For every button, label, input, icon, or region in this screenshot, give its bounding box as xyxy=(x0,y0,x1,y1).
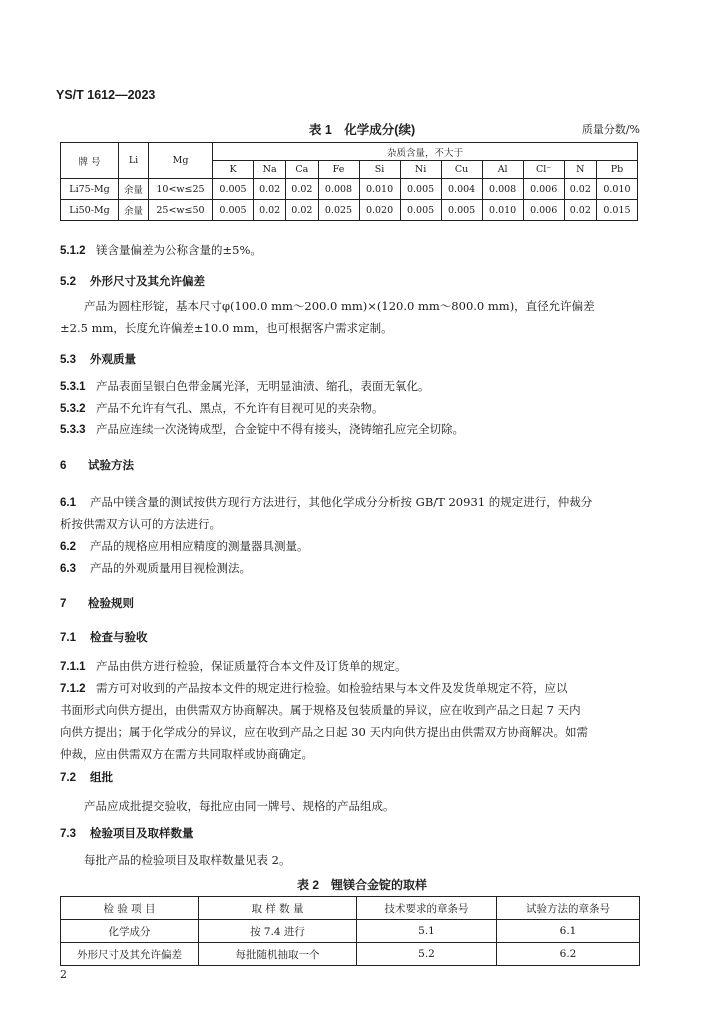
cell: 6.2 xyxy=(497,943,640,966)
header-brand: 牌 号 xyxy=(61,143,119,179)
cell-value: 0.008 xyxy=(318,179,359,200)
clause-number: 5.3.2 xyxy=(60,403,86,415)
clause-text: 产品表面呈银白色带金属光泽，无明显油渍、缩孔，表面无氧化。 xyxy=(96,379,430,393)
table-row xyxy=(61,200,638,221)
cell-value: 0.015 xyxy=(596,200,637,221)
cell-value: 0.008 xyxy=(482,179,523,200)
clause-text: 产品不允许有气孔、黑点，不允许有目视可见的夹杂物。 xyxy=(96,401,384,415)
table1-unit: 质量分数/% xyxy=(581,123,640,136)
cell: 按 7.4 进行 xyxy=(199,920,357,943)
section-7-heading xyxy=(60,594,134,614)
section-number: 7.2 xyxy=(60,772,76,784)
cell-value: 0.005 xyxy=(400,200,441,221)
header-li: Li xyxy=(119,143,149,179)
clause-text: 产品的规格应用相应精度的测量器具测量。 xyxy=(90,539,309,553)
clause-number: 5.3.3 xyxy=(60,424,86,436)
cell-brand: Li50-Mg xyxy=(61,200,119,221)
cell-li: 余量 xyxy=(119,200,149,221)
cell-value: 0.006 xyxy=(523,179,564,200)
document-code: YS/T 1612—2023 xyxy=(56,88,156,102)
cell-value: 0.02 xyxy=(564,200,596,221)
paragraph: 析按供需双方认可的方法进行。 xyxy=(60,517,221,531)
impurity-col: Ni xyxy=(400,161,441,179)
clause-number: 7.1.1 xyxy=(60,661,86,673)
cell: 6.1 xyxy=(497,920,640,943)
table2-title: 表 2 锂镁合金锭的取样 xyxy=(296,878,427,892)
cell-value: 0.010 xyxy=(482,200,523,221)
cell-mg: 25<w≤50 xyxy=(149,200,213,221)
section-title: 外观质量 xyxy=(90,354,136,366)
clause-text: 需方可对收到的产品按本文件的规定进行检验。如检验结果与本文件及发货单规定不符，应以 xyxy=(96,681,568,695)
impurity-col: Ca xyxy=(286,161,318,179)
impurity-col: Cl⁻ xyxy=(523,161,564,179)
clause-5-1-2 xyxy=(60,240,262,261)
cell-value: 0.005 xyxy=(441,200,482,221)
sampling-table xyxy=(60,896,640,966)
paragraph: ±2.5 mm，长度允许偏差±10.0 mm，也可根据客户需求定制。 xyxy=(60,321,393,335)
clause-6-1 xyxy=(60,492,592,513)
cell: 化学成分 xyxy=(61,920,199,943)
cell-value: 0.02 xyxy=(254,179,286,200)
impurity-col: Si xyxy=(359,161,400,179)
table-header-row xyxy=(61,897,640,920)
clause-number: 6.1 xyxy=(60,497,76,509)
header-cell: 检 验 项 目 xyxy=(61,897,199,920)
cell: 外形尺寸及其允许偏差 xyxy=(61,943,199,966)
clause-5-3-1 xyxy=(60,376,430,397)
cell-value: 0.004 xyxy=(441,179,482,200)
clause-text: 产品应连续一次浇铸成型，合金锭中不得有接头，浇铸缩孔应完全切除。 xyxy=(96,422,464,436)
clause-text: 镁含量偏差为公称含量的±5%。 xyxy=(96,243,262,257)
cell-value: 0.02 xyxy=(564,179,596,200)
table-row xyxy=(61,943,640,966)
section-6-heading xyxy=(60,456,134,476)
clause-text: 产品中镁含量的测试按供方现行方法进行，其他化学成分分析按 GB/T 20931 的规定进行，仲裁分 xyxy=(90,495,593,509)
impurity-col: Cu xyxy=(441,161,482,179)
paragraph: 向供方提出；属于化学成分的异议，应在收到产品之日起 30 天内向供方提出由供需双方协商解决。如需 xyxy=(60,725,588,739)
section-title: 检验规则 xyxy=(88,598,134,610)
cell-brand: Li75-Mg xyxy=(61,179,119,200)
section-number: 5.2 xyxy=(60,276,76,288)
cell-value: 0.02 xyxy=(254,200,286,221)
section-number: 6 xyxy=(60,460,67,472)
section-title: 检查与验收 xyxy=(90,632,148,644)
table1-title: 表 1 化学成分(续) xyxy=(308,123,416,137)
page-number: 2 xyxy=(60,968,67,981)
section-7-3-heading xyxy=(60,824,194,844)
header-mg: Mg xyxy=(149,143,213,179)
section-number: 7 xyxy=(60,598,67,610)
clause-7-1-2 xyxy=(60,678,568,699)
header-impurity: 杂质含量，不大于 xyxy=(213,143,638,161)
clause-5-3-3 xyxy=(60,419,464,440)
cell-value: 0.02 xyxy=(286,200,318,221)
cell-value: 0.010 xyxy=(596,179,637,200)
clause-number: 7.1.2 xyxy=(60,683,86,695)
impurity-col: N xyxy=(564,161,596,179)
section-title: 外形尺寸及其允许偏差 xyxy=(90,276,205,288)
paragraph: 仲裁，应由供需双方在需方共同取样或协商确定。 xyxy=(60,747,313,761)
section-7-1-heading xyxy=(60,628,148,648)
paragraph: 书面形式向供方提出，由供需双方协商解决。属于规格及包装质量的异议，应在收到产品之日起 7 天内 xyxy=(60,703,581,717)
header-cell: 试验方法的章条号 xyxy=(497,897,640,920)
clause-6-3 xyxy=(60,558,251,579)
section-number: 5.3 xyxy=(60,354,76,366)
header-cell: 取 样 数 量 xyxy=(199,897,357,920)
cell: 每批随机抽取一个 xyxy=(199,943,357,966)
chemical-composition-table xyxy=(60,142,638,221)
section-5-2-heading xyxy=(60,272,205,292)
clause-number: 5.1.2 xyxy=(60,245,86,257)
table-row xyxy=(61,920,640,943)
paragraph: 每批产品的检验项目及取样数量见表 2。 xyxy=(84,853,291,867)
clause-number: 5.3.1 xyxy=(60,381,86,393)
section-title: 检验项目及取样数量 xyxy=(90,828,194,840)
cell-li: 余量 xyxy=(119,179,149,200)
cell: 5.1 xyxy=(357,920,497,943)
clause-number: 6.3 xyxy=(60,563,76,575)
section-number: 7.1 xyxy=(60,632,76,644)
cell-value: 0.005 xyxy=(213,200,254,221)
section-number: 7.3 xyxy=(60,828,76,840)
header-cell: 技术要求的章条号 xyxy=(357,897,497,920)
table-row xyxy=(61,179,638,200)
cell-value: 0.006 xyxy=(523,200,564,221)
cell-value: 0.005 xyxy=(213,179,254,200)
paragraph: 产品为圆柱形锭，基本尺寸φ(100.0 mm～200.0 mm)×(120.0 mm～800.0 mm)，直径允许偏差 xyxy=(84,299,595,313)
cell-value: 0.010 xyxy=(359,179,400,200)
impurity-col: Pb xyxy=(596,161,637,179)
clause-7-1-1 xyxy=(60,656,407,677)
cell-value: 0.025 xyxy=(318,200,359,221)
impurity-col: K xyxy=(213,161,254,179)
clause-text: 产品的外观质量用目视检测法。 xyxy=(90,561,251,575)
impurity-col: Fe xyxy=(318,161,359,179)
cell: 5.2 xyxy=(357,943,497,966)
clause-6-2 xyxy=(60,536,309,557)
section-7-2-heading xyxy=(60,768,113,788)
cell-value: 0.005 xyxy=(400,179,441,200)
cell-value: 0.020 xyxy=(359,200,400,221)
clause-number: 6.2 xyxy=(60,541,76,553)
paragraph: 产品应成批提交验收，每批应由同一牌号、规格的产品组成。 xyxy=(84,799,395,813)
cell-mg: 10<w≤25 xyxy=(149,179,213,200)
clause-5-3-2 xyxy=(60,398,384,419)
impurity-col: Na xyxy=(254,161,286,179)
section-5-3-heading xyxy=(60,350,136,370)
cell-value: 0.02 xyxy=(286,179,318,200)
section-title: 试验方法 xyxy=(88,460,134,472)
clause-text: 产品由供方进行检验，保证质量符合本文件及订货单的规定。 xyxy=(96,659,407,673)
impurity-col: Al xyxy=(482,161,523,179)
section-title: 组批 xyxy=(90,772,113,784)
